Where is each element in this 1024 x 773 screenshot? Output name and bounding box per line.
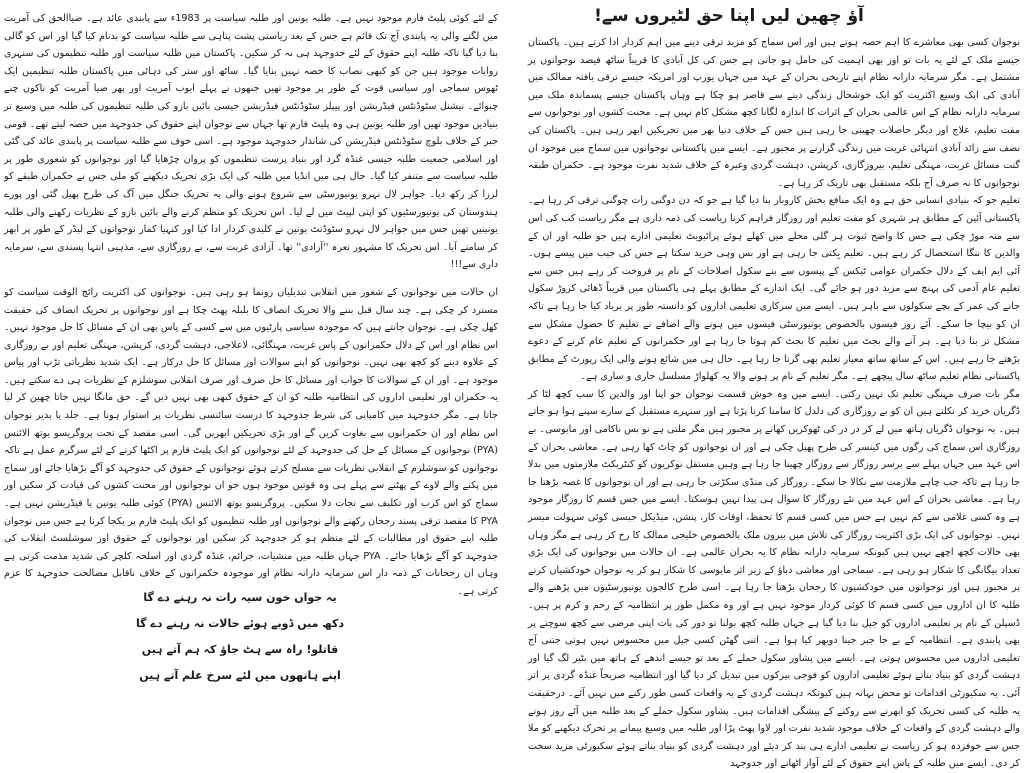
right-column [528, 0, 1020, 770]
paragraph: تعلیم جو کہ بنیادی انسانی حق ہے وہ ایک منافع بخش کاروبار بنا دیا گیا ہے جو کہ دن دوگنی رات چوگنی ترقی کر رہا ہے۔ پاکستانی آئین کے مطابق ہر شہری کو مفت تعلیم اور روزگار فراہم کرنا ریاست کی ذمہ داری ہے مگر ریاست کب کی اس سے منہ موڑ چکی ہے جس کا واضح ثبوت ہر گلی محلے میں کھلے ہوئے پرائیویٹ تعلیمی ادارے ہیں جو طلبہ اور ان کے والدین کا ننگا استحصال کر رہے ہیں۔ تعلیم بِکتی جا رہی ہے اور بس وہی خرید سکتا ہے جس کی جیب میں پیسے ہوں۔ آئی ایم ایف کے دلال حکمران عوامی ٹیکس کے پیسوں سے بنے سکول اصلاحات کے نام پر فروخت کر رہے ہیں جس سے تعلیم عام آدمی کی پہنچ سے مزید دور ہو جائے گی۔ ایک اندازے کے مطابق پہلے ہی پاکستان میں قریباً ڈھائی کروڑ سکول جانے کی عمر کے بچے سکولوں سے باہر ہیں۔ ایسے میں سرکاری تعلیمی اداروں کو دانستہ طور پر برباد کیا جا رہا ہے تاکہ ان کو بیچا جا سکے۔ آئے روز فیسوں بالخصوص یونیورسٹی فیسوں میں ہونے والے اضافے نے تعلیم کا حصول مشکل سے مشکل تر بنا دیا ہے۔ ہر آنے والے بجٹ میں تعلیم کا بجٹ کم ہوتا جا رہا ہے اور حکمرانوں کے تعلیم عام کرنے کے دعوے بڑھتے جا رہے ہیں۔ اس کے ساتھ ساتھ معیار تعلیم بھی گرتا جا رہا ہے۔ حال ہی میں شائع ہونے والی ایک رپورٹ کے مطابق پاکستانی نظام تعلیم ساٹھ سال پیچھے ہے۔ مگر تعلیم کے نام پر ہونے والا یہ کھلواڑ مسلسل جاری و ساری ہے۔ [528, 195, 1020, 383]
poem-line: یہ جواں خون سیہ رات نہ رہنے دے گا [143, 591, 337, 604]
poem-line: اپنے ہاتھوں میں لئے سرخ علم آتے ہیں [139, 669, 341, 682]
paragraph: ان حالات میں نوجوانوں کے شعور میں انقلابی تبدیلیاں رونما ہو رہی ہیں۔ نوجوانوں کی اکثریت رائج الوقت سیاست کو مسترد کر چکی ہے۔ چند سال قبل بننے والا تحریک انصاف کا بلبلہ پھٹ چکا ہے اور نوجوانوں پر تحریک انصاف کی حقیقت کھل چکی ہے۔ نوجوان جانتے ہیں کہ موجودہ سیاسی پارٹیوں میں سے کسی کے پاس بھی ان کے مسائل کا حل موجود نہیں۔ اس نظام اور اس کے دلال حکمرانوں کے پاس غربت، مہنگائی، لاعلاجی، دہشت گردی، کرپشن، مہنگی تعلیم اور بے روزگاری کے علاوہ دینے کو کچھ بھی نہیں۔ نوجوانوں کو اپنے سوالات اور مسائل کا حل درکار ہے۔ ایک شدید نظریاتی تڑپ اور پیاس موجود ہے۔ اور ان کے سوالات کا جواب اور مسائل کا حل صرف اور صرف انقلابی سوشلزم کے نظریات ہی دے سکتے ہیں۔ یہ حکمران اور تعلیمی اداروں کی انتظامیہ طلبہ کو ان کے حقوق کبھی بھی نہیں دیں گے۔ حق مانگا نہیں جاتا چھین کر لیا جاتا ہے۔ مگر جدوجہد میں کامیابی کی شرط جدوجہد کا درست سائنسی نظریات پر استوار ہونا ہے۔ جلد یا بدیر نوجوان اس نظام اور ان حکمرانوں سے بغاوت کریں گے اور بڑی تحریکیں ابھریں گی۔ اسی مقصد کے تحت پروگریسو یوتھ الائنس (PYA) نوجوانوں کے مسائل کے حل کی جدوجہد کے لئے نوجوانوں کو ایک پلیٹ فارم پر اکٹھا کرنے کے لئے سرگرم عمل ہے تاکہ نوجوانوں کو سوشلزم کے انقلابی نظریات سے مسلح کرتے ہوئے نوجوانوں کے حقوق کی جدوجہد کو آگے بڑھایا جائے اور سماج میں پکنے والے لاوے کے پھٹنے سے پہلے ہی وہ قوتیں موجود ہوں جو ان نوجوانوں اور محنت کشوں کی قیادت کر سکیں اور سماج کو اس کرب اور تکلیف سے نجات دلا سکیں۔ پروگریسو یوتھ الائنس (PYA) کوئی طلبہ یونین یا فیڈریشن نہیں ہے۔ PYA کا مقصد ترقی پسند رجحان رکھنے والے نوجوانوں اور طلبہ تنظیموں کو ایک پلیٹ فارم پر یکجا کرنا ہے جس میں نوجوان طلبہ اپنے حقوق اور مطالبات کے لئے منظم ہو کر جدوجہد کر سکیں اور نوجوانوں کے حقوق اور سوشلسٹ انقلاب کی جدوجہد کو آگے بڑھایا جائے۔ PYA جہاں طلبہ میں منشیات، جرائم، غنڈہ گردی اور اسلحہ کلچر کی شدید مذمت کرتی ہے وہاں ان رجحانات کے ذمہ دار اس سرمایہ دارانہ نظام اور موجودہ حکمرانوں کے خلاف ناقابل مصالحت جدوجہد کا عزم کرتی ہے۔ [4, 286, 499, 597]
paragraph: کے لئے کوئی پلیٹ فارم موجود نہیں ہے۔ طلبہ یونین اور طلبہ سیاست پر 1983ء سے پابندی عائد ہے۔ ضیاالحق کی آمریت میں لگنے والی یہ پابندی آج تک قائم ہے جس کے بعد ریاستی پشت پناہی سے طلبہ سیاست کو بدنام کیا گیا اور اس کو گالی بنا دیا گیا تاکہ طلبہ اپنے حقوق کے لئے جدوجہد ہی نہ کر سکیں۔ پاکستان میں طلبہ سیاست اور طلبہ تنظیموں کی سنہری روایات موجود ہیں جن کو کبھی نصاب کا حصہ نہیں بنایا گیا۔ ساٹھ اور ستر کی دہائی میں پاکستان طلبہ تنظیمیں ایک ٹھوس سماجی اور سیاسی قوت کے طور پر موجود تھیں جنھوں نے پہلے ایوب آمریت اور پھر ضیا آمریت کو ناکوں چنے چبوائے۔ نیشنل سٹوڈنٹس فیڈریشن اور پیپلز سٹوڈنٹس فیڈریشن جیسی بائیں بازو کی طلبہ تنظیموں کی طلبہ میں وسیع تر بنیادیں موجود تھیں اور طلبہ یونین ہی وہ پلیٹ فارم تھا جہاں سے نوجوان اپنے حقوق کی جدوجہد میں حصہ لیتے تھے۔ قومی جبر کے خلاف بلوچ سٹوڈنٹس فیڈریشن کی شاندار جدوجہد موجود ہے۔ اسی خوف سے طلبہ سیاست پر پابندی عائد کی گئی اور اسلامی جمعیت طلبہ جیسی غنڈہ گرد اور بنیاد پرست تنظیموں کو پروان چڑھایا گیا اور نوجوانوں کو شعوری طور پر طلبہ سیاست سے متنفر کیا گیا۔ حال ہی میں انڈیا میں طلبہ کی ایک بڑی تحریک دیکھنے کو ملی جس نے حکمران طبقے کو لرزا کر رکھ دیا۔ جواہر لال نہرو یونیورسٹی سے شروع ہونے والی یہ تحریک جنگل میں آگ کی طرح پھیل گئی اور پورے ہندوستان کی یونیورسٹیوں کو اپنی لپیٹ میں لے لیا۔ اس تحریک کو منظم کرنے والے بائیں بازو کے نظریات رکھنے والی طلبہ یونینیں تھیں جس میں جواہر لال نہرو سٹوڈنٹ یونین نے کلیدی کردار ادا کیا اور کنہیا کمار نوجوانوں کے لیڈر کے طور پر ابھر کر سامنے آیا۔ اس تحریک کا مشہور نعرہ ''آزادی'' تھا۔ آزادی غربت سے، بے روزگاری سے، مذہبی انتہا پسندی سے، سرمایہ داری سے!!! [4, 13, 499, 271]
paragraph: مگر بات صرف مہنگی تعلیم تک نہیں رکتی۔ ایسے میں وہ خوش قسمت نوجوان جو اپنا اور والدین کا سب کچھ لٹا کر ڈگریاں خرید کر نکلتے ہیں ان کو بے روزگاری کی دلدل کا سامنا کرنا پڑتا ہے اور سنہرے مستقبل کے سارے سپنے ہوا ہو جاتے ہیں۔ یہ نوجوان ڈگریاں ہاتھ میں لے کر در در کی ٹھوکریں کھانے پر مجبور ہیں مگر ملتی ہے تو بس ناکامی اور مایوسی۔ بے روزگاری اس سماج کی رگوں میں کینسر کی طرح پھیل چکی ہے اور ان نوجوانوں کو چاٹ کھا رہی ہے۔ معاشی بحران کے اس عہد میں جہاں پہلے سے برسر روزگار سے روزگار چھینا جا رہا ہے وہیں مستقل نوکریوں کو کنٹریکٹ ملازمتوں میں بدلا جا رہا ہے تاکہ جب چاہے ملازمت سے نکالا جا سکے۔ روزگار کی منڈی سکڑتی جا رہی ہے اور ان نوجوانوں کا غصہ بڑھتا جا رہا ہے۔ معاشی بحران کے اس عہد میں نئے روزگار کا سوال ہی پیدا نہیں ہوسکتا۔ ایسے میں جس قسم کا روزگار موجود ہے وہ کسی غلامی سے کم نہیں ہے جس میں کسی قسم کا تحفظ، اوقات کار، پنشن، میڈیکل جیسی کوئی سہولت میسر نہیں۔ نوجوانوں کی ایک بڑی اکثریت روزگار کی تلاش میں بیرون ملک بالخصوص خلیجی ممالک کا رخ کر رہی ہے مگر وہاں بھی حالات کچھ اچھے نہیں ہیں کیونکہ سرمایہ دارانہ نظام کا یہ بحران عالمی ہے۔ ان حالات میں نوجوانوں کی ایک بڑی تعداد بیگانگی کا شکار ہو رہی ہے۔ سماجی اور معاشی دباؤ کے زیر اثر مایوسی کا شکار ہو کر یہ نوجوان خودکشیاں کرنے پر مجبور ہیں اور نوجوانوں میں خودکشیوں کا رجحان بڑھتا جا رہا ہے۔ اسی طرح کالجوں یونیورسٹیوں میں پڑھنے والے طلبہ کا ان اداروں میں کسی قسم کا کوئی کردار موجود نہیں ہے اور وہ مکمل طور پر انتظامیہ کے رحم و کرم پر ہیں۔ ڈسپلن کے نام پر تعلیمی اداروں کو جیل بنا دیا گیا ہے جہاں طلبہ کچھ بولنا تو دور کی بات اپنی مرضی سے کچھ سوچنے پر بھی پابندی ہے۔ انتظامیہ کے بے جا جبر جینا دوبھر کیا ہوا ہے۔ اتنی گھٹن کسی جیل میں محسوس نہیں ہوتی جتنی آج تعلیمی اداروں میں محسوس ہوتی ہے۔ ایسے میں پشاور سکول حملے کے بعد تو جیسے اندھے کے ہاتھ میں بٹیر لگ گیا اور دہشت گردی کو بنیاد بناتے ہوئے تعلیمی اداروں کو فوجی بیرکوں میں تبدیل کر دیا گیا اور انتظامیہ صریحاً غنڈہ گردی پر اتر آئی۔ یہ سکیورٹی اقدامات تو محض بہانہ ہیں کیونکہ دہشت گردی کے یہ واقعات کسی طور رکنے میں نہیں آئے۔ درحقیقت یہ طلبہ کی کسی تحریک کو ابھرنے سے روکنے کے پیشگی اقدامات ہیں۔ پشاور سکول حملے کے بعد طلبہ میں آئے روز ہونے والے دہشت گردی کے واقعات کے خلاف موجود شدید نفرت اور لاوا پھٹ پڑا اور طلبہ میں وسیع پیمانے پر تحرک دیکھنے کو ملا جس سے خوفزدہ ہو کر ریاست نے تعلیمی ادارے ہی بند کر دیئے اور دہشت گردی کو بنیاد بناتے ہوئے سکیورٹی مزید سخت کر دی۔ ایسے میں طلبہ کے پاس اپنے حقوق کے لئے آواز اٹھانے اور جدوجہد [528, 388, 1020, 770]
poem [130, 585, 350, 689]
poem-line: دکھ میں ڈوبے ہوئے حالات نہ رہنے دے گا [136, 617, 344, 630]
article-title: آؤ چھین لیں اپنا حق لٹیروں سے! [594, 6, 864, 26]
paragraph: نوجوان کسی بھی معاشرے کا اہم حصہ ہوتے ہیں اور اس سماج کو مزید ترقی دینے میں اہم کردار ادا کرتے ہیں۔ پاکستان جیسے ملک کے لئے یہ بات تو اور بھی اہمیت کی حامل ہو جاتی ہے جس کی کل آبادی کا قریباً ساٹھ فیصد نوجوانوں پر مشتمل ہے۔ مگر سرمایہ دارانہ نظام اپنے تاریخی بحران کے عہد میں جہاں یورپ اور امریکہ جیسے ترقی یافتہ ممالک میں آبادی کی ایک وسیع اکثریت کو ایک خوشحال زندگی دینے سے قاصر ہو چکا ہے وہاں پاکستان جیسے پسماندہ ملک میں سرمایہ دارانہ نظام کے اس عالمی بحران کے اثرات کا اندازہ لگانا کچھ مشکل کام نہیں ہے۔ محنت کشوں اور نوجوانوں سے مفت تعلیم، علاج اور دیگر حاصلات چھینی جا رہی ہیں جس کے خلاف دنیا بھر میں تحریکیں ابھر رہی ہیں۔ پاکستان کی نصف سے زائد آبادی انتہائی غربت میں زندگی گزارنے پر مجبور ہے۔ ایسے میں پاکستانی نوجوانوں میں سماج میں موجود ان گنت مسائل غربت، مہنگی تعلیم، بیروزگاری، کرپشن، دہشت گردی وغیرہ کے خلاف شدید نفرت موجود ہے۔ حکمران طبقہ نوجوانوں کا نہ صرف آج بلکہ مستقبل بھی تاریک کر رہا ہے۔ [528, 37, 1020, 189]
poem-line: قاتلو! راہ سے ہٹ جاؤ کہ ہم آتے ہیں [141, 643, 339, 656]
